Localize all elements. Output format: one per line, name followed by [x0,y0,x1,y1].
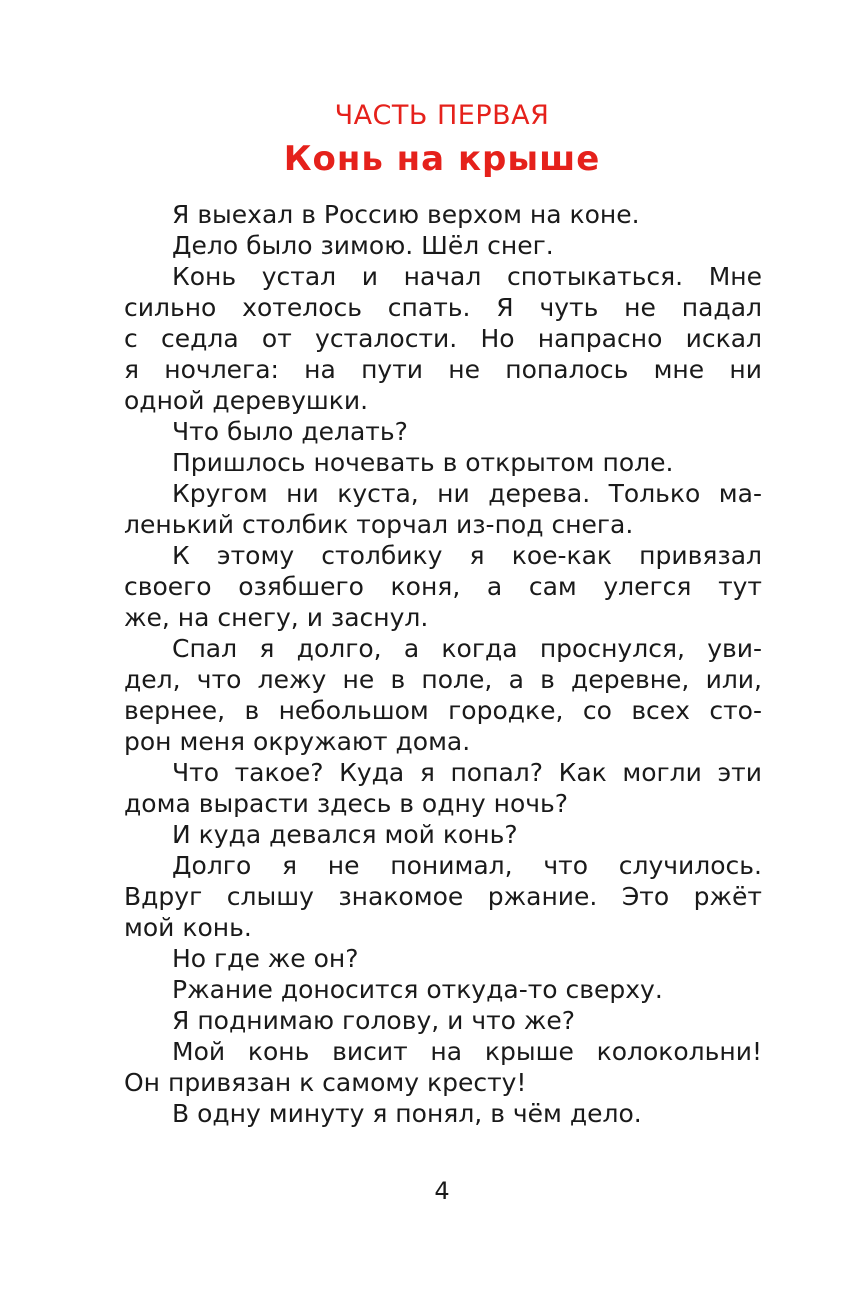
text-line: дел, что лежу не в поле, а в деревне, или, [124,665,762,694]
chapter-body [124,199,762,1129]
text-line: Вдруг слышу знакомое ржание. Это ржёт [124,882,762,911]
text-line: одной деревушки. [124,386,369,415]
text-line: Мой конь висит на крыше колокольни! [172,1037,762,1066]
text-line: своего озябшего коня, а сам улегся тут [124,572,762,601]
text-line: В одну минуту я понял, в чём дело. [172,1099,642,1128]
text-line: Конь устал и начал спотыкаться. Мне [172,262,762,291]
text-line: с седла от усталости. Но напрасно искал [124,324,762,353]
text-line: Но где же он? [172,944,359,973]
page-number: 4 [434,1177,450,1205]
text-line: Дело было зимою. Шёл снег. [172,231,554,260]
text-line: И куда девался мой конь? [172,820,518,849]
text-line: Пришлось ночевать в открытом поле. [172,448,674,477]
chapter-title: Конь на крыше [283,139,601,179]
part-label: ЧАСТЬ ПЕРВАЯ [334,100,550,131]
text-line: Он привязан к самому кресту! [124,1068,527,1097]
text-line: же, на снегу, и заснул. [124,603,429,632]
text-line: Долго я не понимал, что случилось. [172,851,762,880]
text-line: дома вырасти здесь в одну ночь? [124,789,569,818]
text-line: Я поднимаю голову, и что же? [172,1006,576,1035]
text-line: ленький столбик торчал из-под снега. [124,510,634,539]
text-line: сильно хотелось спать. Я чуть не падал [124,293,762,322]
text-line: вернее, в небольшом городке, со всех сто- [124,696,762,725]
text-line: Я выехал в Россию верхом на коне. [172,200,640,229]
text-line: Ржание доносится откуда-то сверху. [172,975,663,1004]
text-line: К этому столбику я кое-как привязал [172,541,762,570]
text-line: Спал я долго, а когда проснулся, уви- [172,634,762,663]
text-line: Кругом ни куста, ни дерева. Только ма- [172,479,762,508]
text-line: мой конь. [124,913,252,942]
text-line: Что такое? Куда я попал? Как могли эти [172,758,762,787]
text-line: рон меня окружают дома. [124,727,471,756]
text-line: Что было делать? [172,417,408,446]
text-line: я ночлега: на пути не попалось мне ни [124,355,762,384]
